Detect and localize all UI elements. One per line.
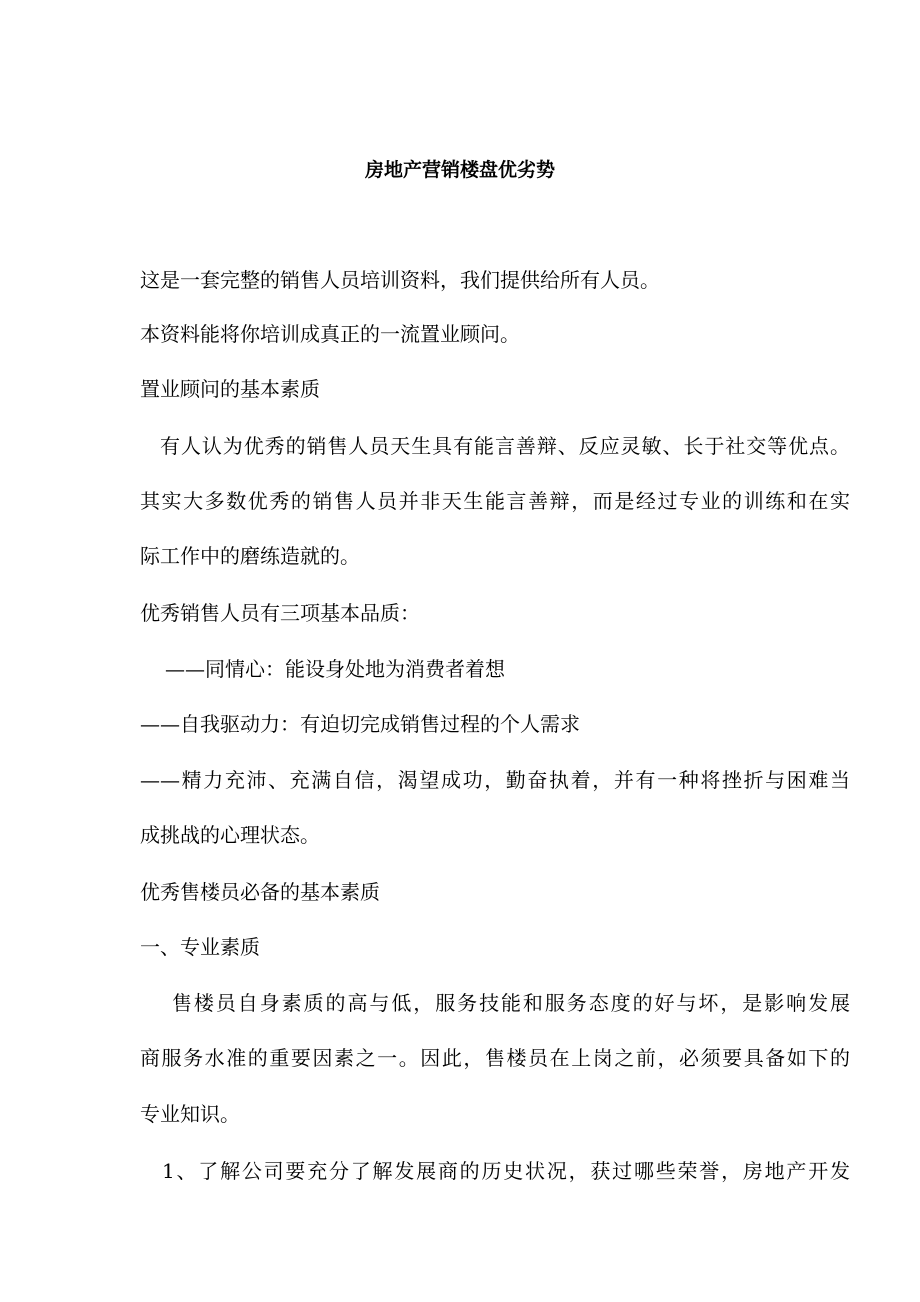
- paragraph-line: 本资料能将你培训成真正的一流置业顾问。: [140, 322, 520, 346]
- paragraph-line: 专业知识。: [140, 1102, 240, 1126]
- paragraph-line: 商服务水准的重要因素之一。因此，售楼员在上岗之前，必须要具备如下的: [140, 1046, 850, 1070]
- list-item: 成挑战的心理状态。: [140, 823, 320, 847]
- list-item: 1、了解公司要充分了解发展商的历史状况，获过哪些荣誉，房地产开发: [162, 1159, 850, 1183]
- paragraph-line: 有人认为优秀的销售人员天生具有能言善辩、反应灵敏、长于社交等优点。: [160, 434, 850, 458]
- section-heading: 一、专业素质: [140, 935, 260, 959]
- paragraph-line: 这是一套完整的销售人员培训资料，我们提供给所有人员。: [140, 268, 660, 292]
- section-heading: 优秀售楼员必备的基本素质: [140, 880, 380, 904]
- list-item: ——精力充沛、充满自信，渴望成功，勤奋执着，并有一种将挫折与困难当: [140, 768, 850, 792]
- list-item: ——同情心：能设身处地为消费者着想: [165, 657, 505, 681]
- section-heading: 置业顾问的基本素质: [140, 377, 320, 401]
- document-title: 房地产营销楼盘优劣势: [364, 159, 555, 181]
- paragraph-line: 优秀销售人员有三项基本品质：: [140, 601, 420, 625]
- paragraph-line: 其实大多数优秀的销售人员并非天生能言善辩，而是经过专业的训练和在实: [140, 489, 850, 513]
- paragraph-line: 售楼员自身素质的高与低，服务技能和服务态度的好与坏，是影响发展: [172, 991, 850, 1015]
- paragraph-line: 际工作中的磨练造就的。: [140, 544, 360, 568]
- list-item: ——自我驱动力：有迫切完成销售过程的个人需求: [140, 712, 580, 736]
